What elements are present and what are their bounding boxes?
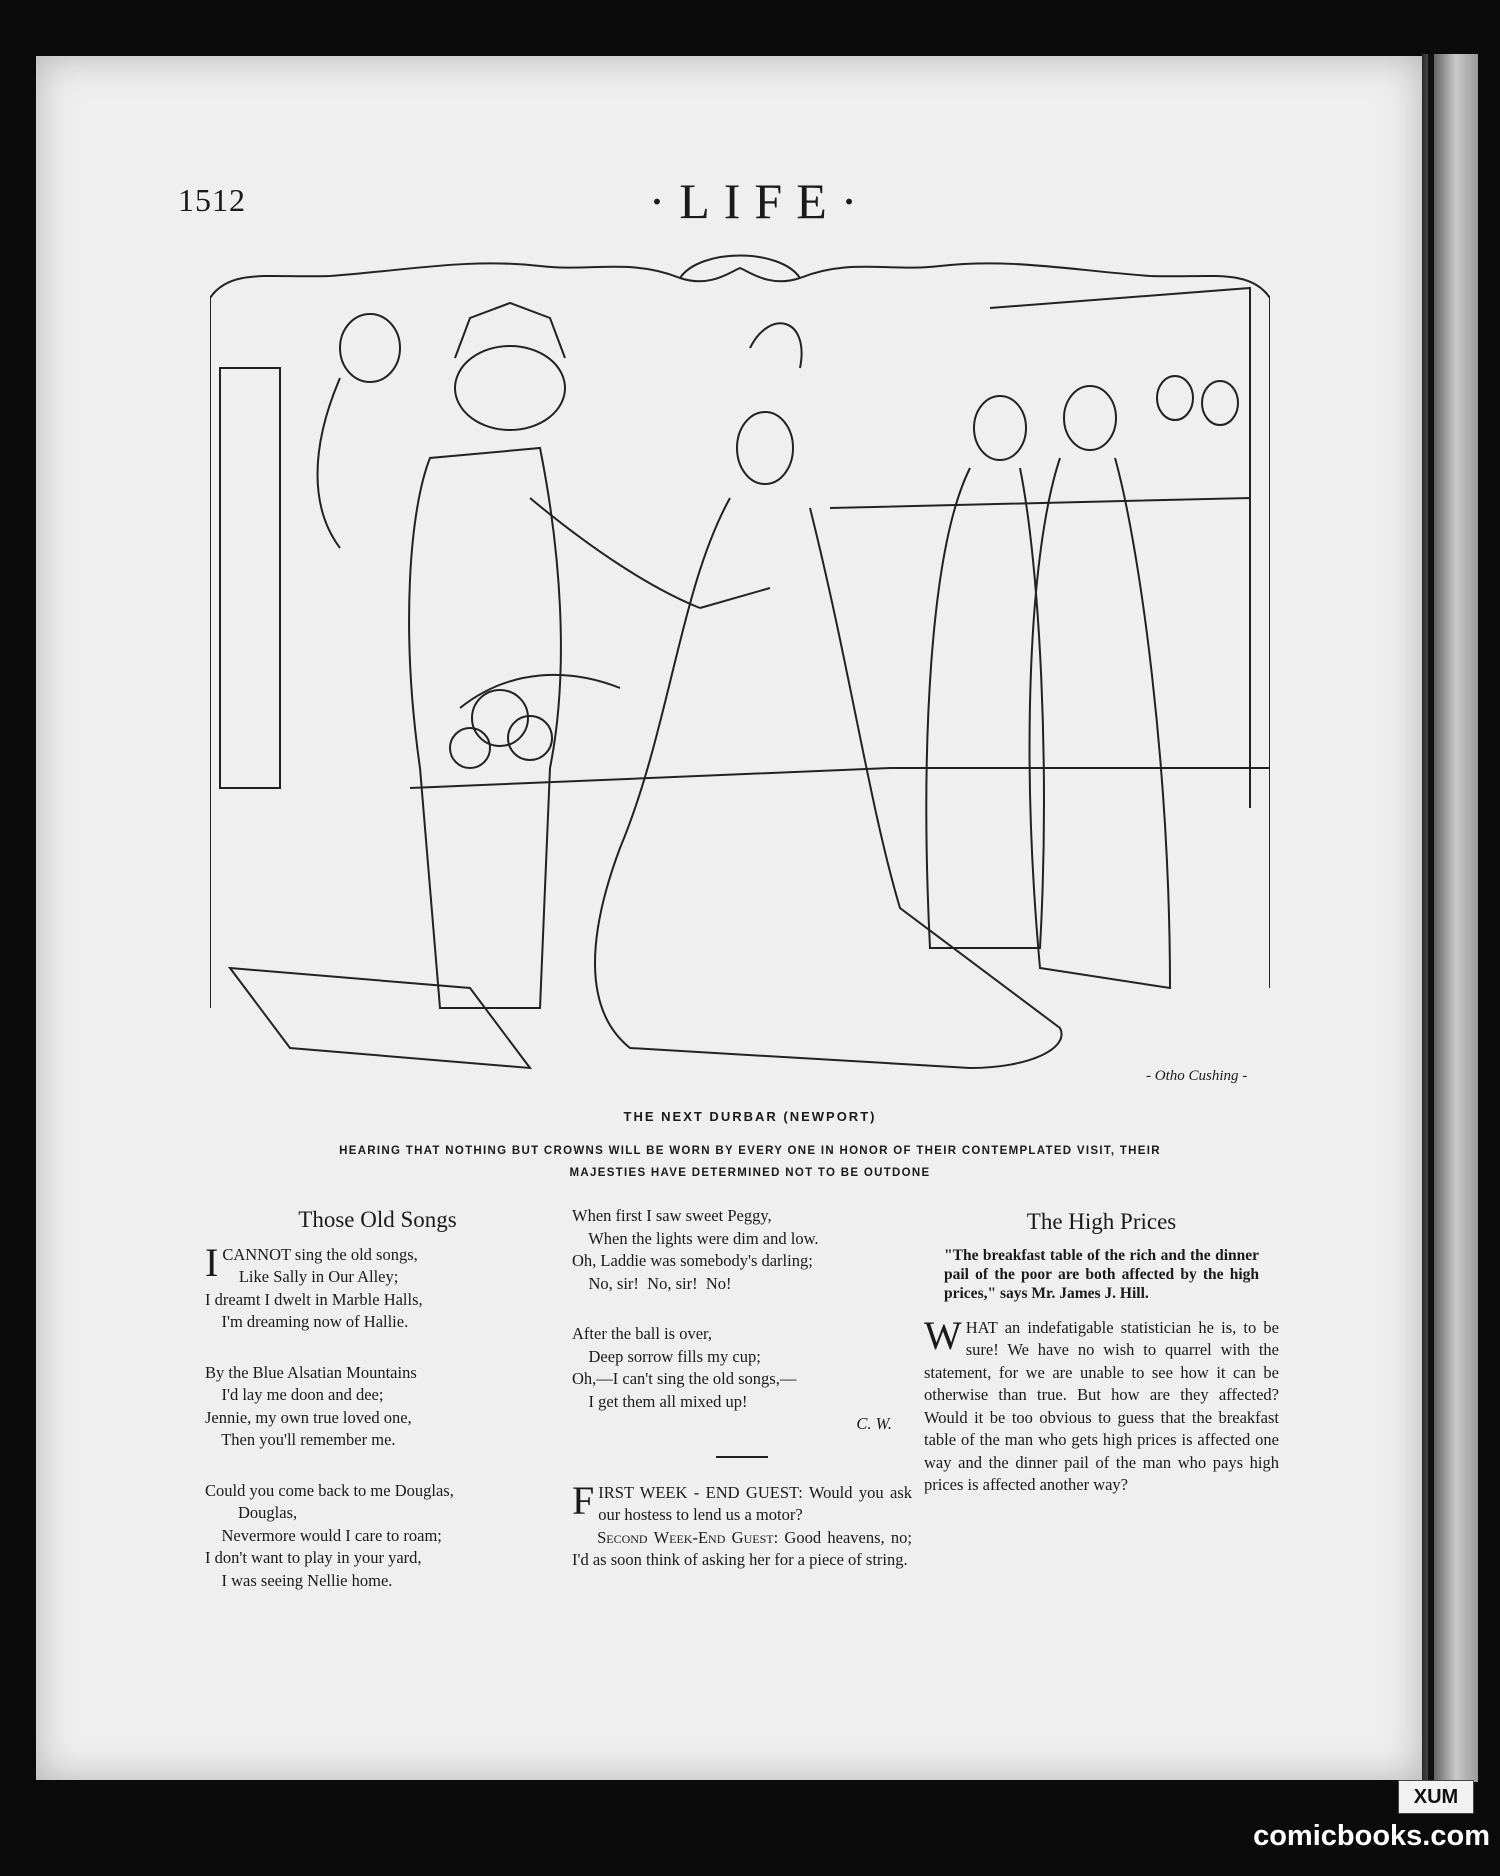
poem-line: I'm dreaming now of Hallie. xyxy=(205,1312,409,1331)
poem-line: I'd lay me doon and dee; xyxy=(205,1385,384,1404)
cartoon-caption xyxy=(240,1140,1260,1184)
joke-second-label: Second Week-End Guest: xyxy=(597,1527,779,1547)
poem-line: Jennie, my own true loved one, xyxy=(205,1407,412,1427)
poem-heading: Those Old Songs xyxy=(298,1207,457,1232)
poem-stanza-1 xyxy=(205,1239,550,1334)
site-watermark: comicbooks.com xyxy=(1253,1820,1490,1852)
drop-cap: F xyxy=(572,1477,595,1523)
cartoon-title: THE NEXT DURBAR (NEWPORT) xyxy=(623,1109,877,1124)
poem-line: Then you'll remember me. xyxy=(205,1430,396,1449)
cartoon-illustration xyxy=(210,248,1270,1108)
poem-line: By the Blue Alsatian Mountains xyxy=(205,1362,417,1382)
next-page-edge xyxy=(1422,54,1478,1782)
poem-line: Like Sally in Our Alley; xyxy=(222,1267,399,1286)
drop-cap: I xyxy=(205,1239,219,1285)
poem-line: When the lights were dim and low. xyxy=(572,1228,819,1248)
poem-stanza-3 xyxy=(205,1480,550,1593)
caption-line-1: HEARING THAT NOTHING BUT CROWNS WILL BE WORN BY EVERY ONE IN HONOR OF THEIR CONTEMPLATED VISIT, THEIR xyxy=(339,1145,1161,1157)
xum-logo: XUM xyxy=(1398,1780,1474,1814)
poem-line: I get them all mixed up! xyxy=(572,1391,748,1411)
caption-line-2: MAJESTIES HAVE DETERMINED NOT TO BE OUTDONE xyxy=(569,1167,931,1179)
article-heading: The High Prices xyxy=(1026,1209,1177,1234)
article-body xyxy=(924,1312,1279,1497)
poem-line: I don't want to play in your yard, xyxy=(205,1548,422,1567)
poem-line: I dreamt I dwelt in Marble Halls, xyxy=(205,1289,423,1309)
joke-first-guest: IRST WEEK - END GUEST: Would you ask our hostess to lend us a motor? xyxy=(598,1482,912,1524)
poem-stanza-2 xyxy=(205,1362,550,1452)
poem-line: CANNOT sing the old songs, xyxy=(222,1244,418,1264)
poem-line: Nevermore would I care to roam; xyxy=(205,1525,442,1545)
poem-continued-column xyxy=(572,1205,912,1572)
poem-line: Could you come back to me Douglas, xyxy=(205,1480,454,1500)
poem-column xyxy=(205,1205,550,1620)
masthead: ·LIFE· xyxy=(648,173,872,229)
poem-line: Deep sorrow fills my cup; xyxy=(572,1346,761,1366)
poem-line: I was seeing Nellie home. xyxy=(205,1570,393,1590)
poem-line: No, sir! No, sir! No! xyxy=(572,1273,732,1293)
page-number: 1512 xyxy=(178,182,246,218)
article-quote: "The breakfast table of the rich and the dinner pail of the poor are both affected by the high prices," says Mr. James J. Hill. xyxy=(944,1246,1259,1302)
poem-stanza-5 xyxy=(572,1323,912,1413)
section-divider xyxy=(716,1456,768,1458)
artist-signature: - Otho Cushing - xyxy=(1146,1068,1248,1084)
poem-line: Oh,—I can't sing the old songs,— xyxy=(572,1369,797,1388)
poem-stanza-4 xyxy=(572,1205,912,1295)
poem-signature: C. W. xyxy=(856,1414,892,1433)
joke-second-guest: Good heavens, no; I'd as soon think of asking her for a piece of string. xyxy=(572,1527,912,1569)
weekend-joke xyxy=(572,1477,912,1572)
poem-line: Douglas, xyxy=(205,1503,298,1522)
article-text: HAT an indefatigable statistician he is, to be sure! We have no wish to quarrel with the statement, for we are unable to see how it can be otherwise than true. But how are they affected? Would it be too obvious to guess that the breakfast table of the man who gets high prices is affected one way and the dinner pail of the man who pays high prices is affected another way? xyxy=(924,1317,1279,1494)
high-prices-column xyxy=(924,1207,1279,1497)
poem-line: After the ball is over, xyxy=(572,1324,713,1343)
drop-cap: W xyxy=(924,1312,962,1358)
poem-line: Oh, Laddie was somebody's darling; xyxy=(572,1251,813,1270)
poem-line: When first I saw sweet Peggy, xyxy=(572,1206,772,1225)
